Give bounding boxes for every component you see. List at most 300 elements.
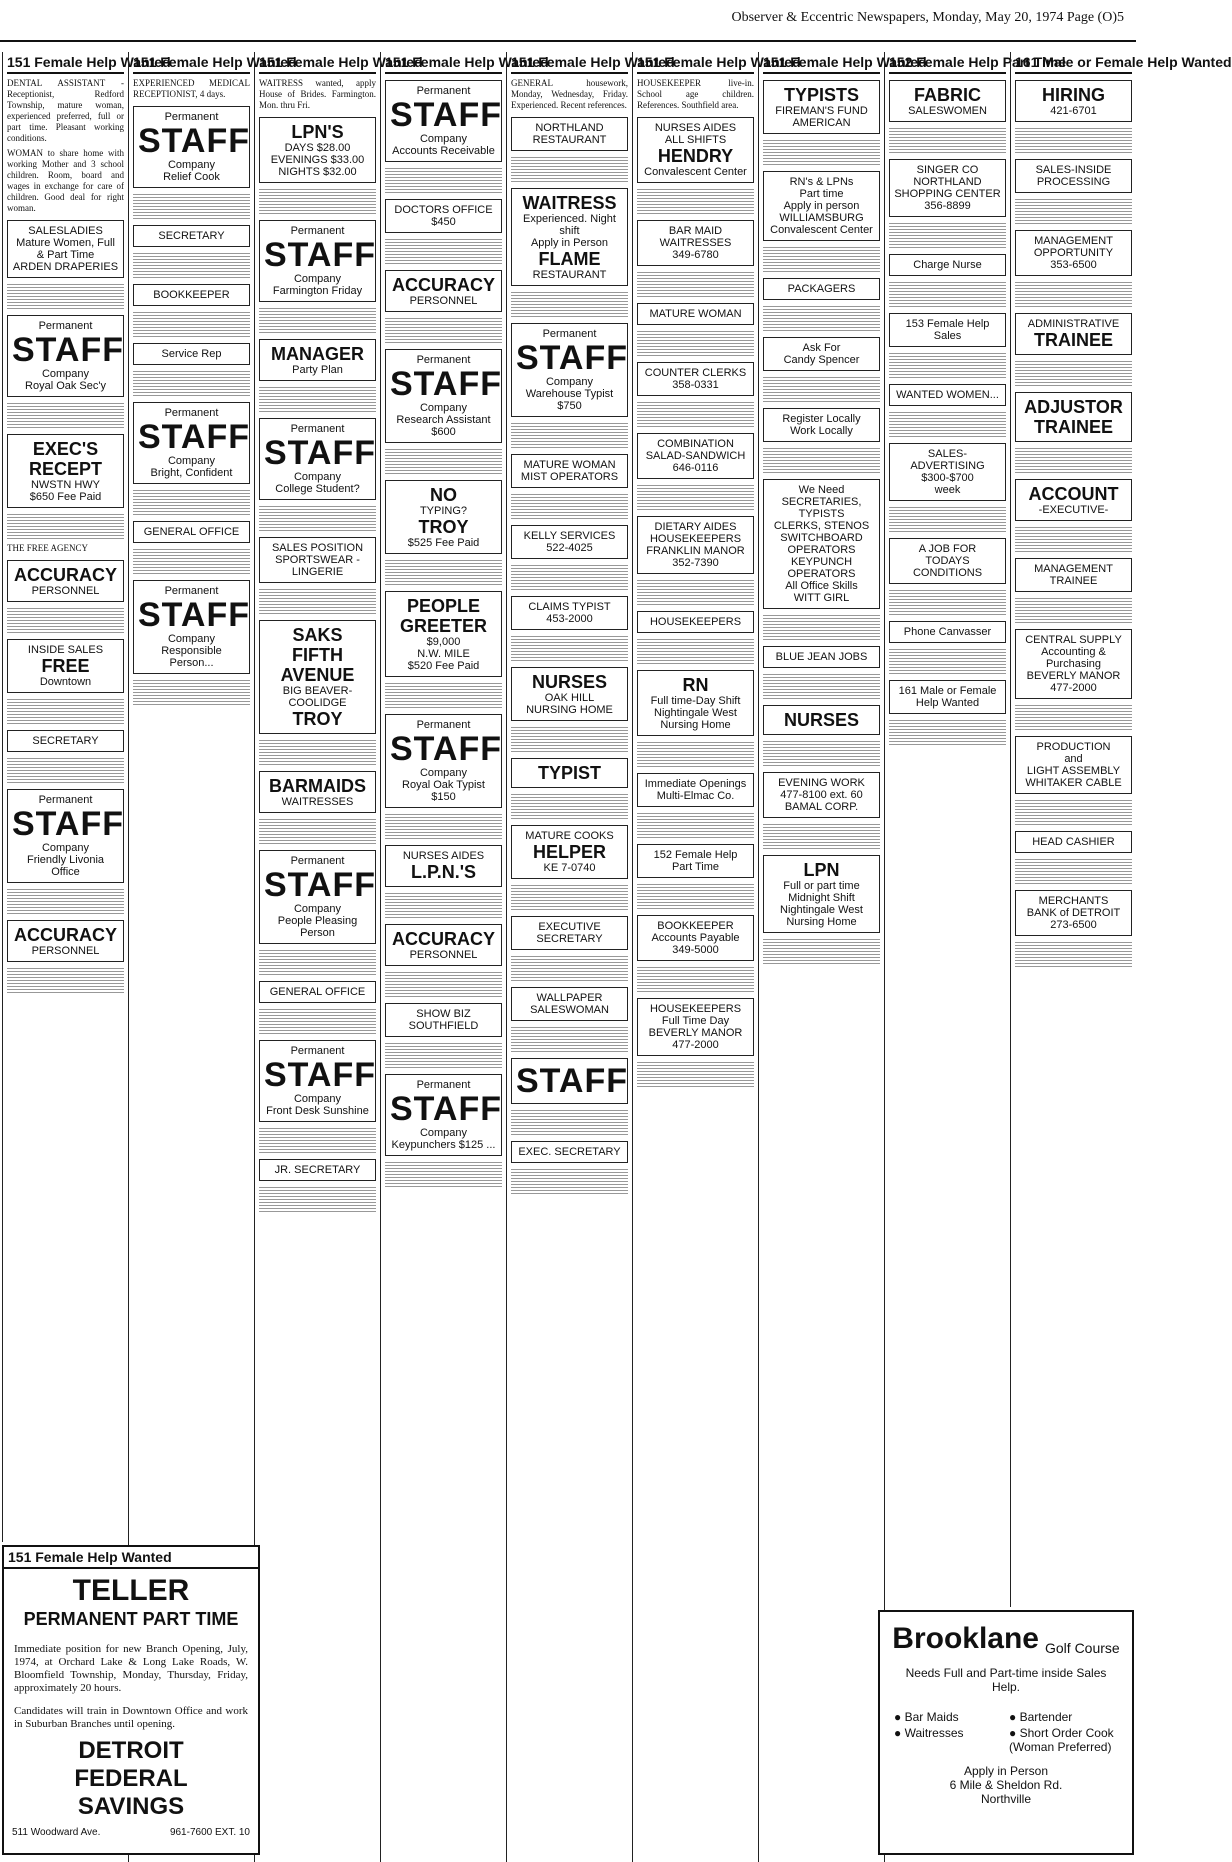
ad-line: Warehouse Typist $750 bbox=[525, 388, 614, 412]
ad-line: Part time bbox=[799, 188, 844, 200]
column-header: 161 Male or Female Help Wanted bbox=[1015, 52, 1132, 74]
ad-line: Research Assistant $600 bbox=[396, 414, 491, 438]
ad-line: $300-$700 bbox=[921, 472, 974, 484]
ad-box bbox=[511, 596, 628, 630]
ad-line: WILLIAMSBURG bbox=[779, 212, 864, 224]
ad-line: Nursing Home bbox=[660, 719, 731, 731]
ad-box bbox=[637, 117, 754, 183]
ad-fine-print bbox=[511, 645, 628, 652]
ad-line: Purchasing bbox=[1045, 658, 1102, 670]
ad-line: EXECUTIVE SECRETARY bbox=[536, 921, 603, 945]
column-header: 151 Female Help Wanted bbox=[7, 52, 124, 74]
ad-box bbox=[637, 516, 754, 574]
ad-line: Permanent bbox=[542, 328, 597, 340]
ad-line: Accounts Payable bbox=[651, 932, 740, 944]
ad-fine-print bbox=[385, 569, 502, 576]
ad-fine-print bbox=[889, 430, 1006, 437]
ad-line: MATURE WOMAN bbox=[649, 308, 742, 320]
ad-box bbox=[1015, 890, 1132, 936]
ad-fine-print bbox=[385, 186, 502, 193]
ad-line: Convalescent Center bbox=[644, 166, 747, 178]
ad-fine-print bbox=[133, 321, 250, 328]
ad-fine-print bbox=[385, 1061, 502, 1068]
ad-fine-print bbox=[259, 1009, 376, 1016]
ad-line: MANAGEMENT TRAINEE bbox=[1034, 563, 1113, 587]
ad-line: SOUTHFIELD bbox=[408, 1020, 479, 1032]
ad-line: RESTAURANT bbox=[532, 134, 607, 146]
ad-line: Relief Cook bbox=[163, 171, 220, 183]
ad-line: Permanent bbox=[416, 1079, 471, 1091]
ad-box bbox=[511, 667, 628, 721]
ad-fine-print bbox=[637, 340, 754, 347]
ad-fine-print bbox=[1015, 616, 1132, 623]
ad-fine-print bbox=[7, 302, 124, 309]
ad-line: NORTHLAND bbox=[535, 122, 604, 134]
ad-line: Company bbox=[545, 376, 594, 388]
ad-line: $520 Fee Paid bbox=[407, 660, 480, 672]
ad-fine-print bbox=[259, 819, 376, 826]
ad-line: DIETARY AIDES bbox=[654, 521, 737, 533]
ad-line: We Need bbox=[798, 484, 845, 496]
ad-fine-print bbox=[259, 1018, 376, 1025]
ad-line: SECRETARY bbox=[158, 230, 225, 242]
ad-fine-print bbox=[637, 1071, 754, 1078]
ad-line: Full Time Day bbox=[661, 1015, 730, 1027]
ad-box bbox=[637, 362, 754, 396]
ad-fine-print bbox=[763, 674, 880, 681]
ad-box bbox=[889, 80, 1006, 122]
ad-fine-print bbox=[1015, 448, 1132, 455]
classified-column bbox=[254, 52, 423, 1862]
ad-box bbox=[889, 254, 1006, 276]
ad-box bbox=[763, 171, 880, 241]
ad-line: OPPORTUNITY bbox=[1033, 247, 1114, 259]
ad-line: SALESWOMAN bbox=[530, 1004, 609, 1016]
teller-bank-3: SAVINGS bbox=[77, 1793, 185, 1820]
ad-fine-print bbox=[133, 680, 250, 687]
ad-line: Nightingale West bbox=[780, 904, 863, 916]
ad-fine-print bbox=[889, 371, 1006, 378]
ad-line: Apply in person bbox=[783, 200, 860, 212]
ad-fine-print bbox=[1015, 868, 1132, 875]
ad-line: Permanent bbox=[416, 354, 471, 366]
ad-line: SALES POSITION bbox=[271, 542, 364, 554]
ad-line: ACCURACY bbox=[392, 929, 495, 949]
ad-box bbox=[133, 284, 250, 306]
ad-fine-print bbox=[133, 253, 250, 260]
ad-fine-print bbox=[511, 956, 628, 963]
ad-fine-print bbox=[133, 549, 250, 556]
ad-line: Party Plan bbox=[292, 364, 343, 376]
ad-fine-print bbox=[889, 738, 1006, 745]
ad-fine-print bbox=[763, 158, 880, 165]
ad-line: Midnight Shift bbox=[788, 892, 855, 904]
ad-box bbox=[511, 916, 628, 950]
ad-line: SAKS bbox=[292, 625, 343, 645]
ad-fine-print bbox=[385, 177, 502, 184]
ad-fine-print bbox=[763, 633, 880, 640]
ad-box bbox=[385, 480, 502, 554]
ad-fine-print bbox=[133, 271, 250, 278]
ad-fine-print bbox=[763, 306, 880, 313]
ad-box bbox=[259, 771, 376, 813]
ad-line: Royal Oak Sec'y bbox=[25, 380, 106, 392]
ad-fine-print bbox=[763, 140, 880, 147]
ad-line: Mature Women, Full & Part Time bbox=[16, 237, 115, 261]
ad-line: Permanent bbox=[164, 407, 219, 419]
ad-fine-print bbox=[385, 1043, 502, 1050]
ad-line: TROY bbox=[418, 517, 469, 537]
ad-fine-print bbox=[511, 1110, 628, 1117]
ad-fine-print bbox=[511, 727, 628, 734]
ad-text: EXPERIENCED MEDICAL RECEPTIONIST, 4 days. bbox=[133, 78, 250, 99]
ad-fine-print bbox=[763, 939, 880, 946]
ad-fine-print bbox=[511, 894, 628, 901]
ad-line: Permanent bbox=[164, 111, 219, 123]
ad-fine-print bbox=[259, 1027, 376, 1034]
ad-fine-print bbox=[1015, 942, 1132, 949]
ad-fine-print bbox=[7, 907, 124, 914]
ad-fine-print bbox=[259, 758, 376, 765]
ad-fine-print bbox=[637, 822, 754, 829]
ad-fine-print bbox=[511, 1169, 628, 1176]
ad-line: RESTAURANT bbox=[532, 269, 607, 281]
ad-fine-print bbox=[511, 494, 628, 501]
ad-box bbox=[763, 772, 880, 818]
ad-line: ACCURACY bbox=[392, 275, 495, 295]
ad-fine-print bbox=[637, 1062, 754, 1069]
ad-fine-print bbox=[259, 1128, 376, 1135]
ad-line: FIREMAN'S FUND AMERICAN bbox=[775, 105, 868, 129]
ad-fine-print bbox=[637, 902, 754, 909]
ad-fine-print bbox=[133, 380, 250, 387]
ad-box bbox=[889, 313, 1006, 347]
ad-fine-print bbox=[1015, 217, 1132, 224]
ad-line: Company bbox=[293, 1093, 342, 1105]
ad-line: Part Time bbox=[671, 861, 720, 873]
ad-line: Company bbox=[167, 633, 216, 645]
ad-text: GENERAL housework, Monday, Wednesday, Friday. Experienced. Recent references. bbox=[511, 78, 628, 110]
ad-fine-print bbox=[133, 490, 250, 497]
ad-box bbox=[7, 730, 124, 752]
ad-fine-print bbox=[259, 396, 376, 403]
ad-fine-print bbox=[1015, 370, 1132, 377]
ad-line: SECRETARY bbox=[32, 735, 99, 747]
ad-line: 421-6701 bbox=[1050, 105, 1097, 117]
ad-line: BANK of DETROIT bbox=[1026, 907, 1121, 919]
ad-line: 161 Male or Female Help Wanted bbox=[898, 685, 997, 709]
ad-line: Multi-Elmac Co. bbox=[656, 790, 735, 802]
ad-line: Permanent bbox=[290, 1045, 345, 1057]
ad-text: THE FREE AGENCY bbox=[7, 543, 88, 553]
ad-fine-print bbox=[763, 386, 880, 393]
ad-fine-print bbox=[385, 972, 502, 979]
column-header: 151 Female Help Wanted bbox=[259, 52, 376, 74]
ad-fine-print bbox=[1015, 282, 1132, 289]
ad-line: STAFF bbox=[264, 1056, 377, 1094]
ad-fine-print bbox=[763, 948, 880, 955]
teller-title: TELLER bbox=[72, 1574, 190, 1607]
ad-fine-print bbox=[511, 654, 628, 661]
ad-line: STAFF bbox=[12, 805, 125, 843]
ad-line: Keypunchers $125 ... bbox=[391, 1139, 496, 1151]
ad-box bbox=[637, 611, 754, 633]
ad-text: HOUSEKEEPER live-in. School age children. References. Southfield area. bbox=[637, 78, 754, 110]
ad-fine-print bbox=[889, 667, 1006, 674]
ad-line: PACKAGERS bbox=[787, 283, 856, 295]
ad-line: Company bbox=[293, 471, 342, 483]
ad-fine-print bbox=[1015, 466, 1132, 473]
ad-fine-print bbox=[133, 558, 250, 565]
ad-box bbox=[1015, 392, 1132, 442]
teller-ad bbox=[2, 1545, 260, 1855]
ad-line: 352-7390 bbox=[672, 557, 719, 569]
ad-line: PRODUCTION bbox=[1036, 741, 1111, 753]
ad-line: BEVERLY MANOR bbox=[1026, 670, 1121, 682]
ad-fine-print bbox=[385, 814, 502, 821]
ad-fine-print bbox=[511, 441, 628, 448]
ad-fine-print bbox=[385, 168, 502, 175]
ad-fine-print bbox=[385, 467, 502, 474]
ad-line: HELPER bbox=[532, 842, 606, 862]
ad-line: CENTRAL SUPPLY bbox=[1025, 634, 1122, 646]
ad-fine-print bbox=[637, 884, 754, 891]
ad-box bbox=[511, 758, 628, 788]
brooklane-position: ● Short Order Cook (Woman Preferred) bbox=[1009, 1726, 1114, 1754]
ad-line: 522-4025 bbox=[546, 542, 593, 554]
ad-box bbox=[259, 850, 376, 944]
ad-fine-print bbox=[763, 448, 880, 455]
teller-body-2: Candidates will train in Downtown Office and work in Suburban Branches until opening. bbox=[14, 1705, 248, 1730]
ad-fine-print bbox=[259, 1137, 376, 1144]
ad-line: $9,000 bbox=[426, 636, 461, 648]
ad-line: NORTHLAND bbox=[913, 176, 982, 188]
ad-fine-print bbox=[385, 560, 502, 567]
ad-box bbox=[511, 825, 628, 879]
ad-fine-print bbox=[7, 708, 124, 715]
ad-line: 152 Female Help bbox=[653, 849, 738, 861]
ad-line: Front Desk Sunshine bbox=[266, 1105, 369, 1117]
ad-fine-print bbox=[385, 981, 502, 988]
ad-fine-print bbox=[511, 794, 628, 801]
ad-line: ACCURACY bbox=[14, 925, 117, 945]
ad-line: MERCHANTS bbox=[1038, 895, 1109, 907]
ad-line: ACCURACY bbox=[14, 565, 117, 585]
ad-line: -EXECUTIVE- bbox=[1038, 504, 1109, 516]
ad-fine-print bbox=[385, 832, 502, 839]
ad-line: Experienced. Night shift bbox=[523, 213, 616, 237]
ad-fine-print bbox=[889, 353, 1006, 360]
ad-line: ARDEN DRAPERIES bbox=[12, 261, 119, 273]
ad-fine-print bbox=[1015, 877, 1132, 884]
ad-fine-print bbox=[763, 265, 880, 272]
ad-fine-print bbox=[133, 312, 250, 319]
ad-box bbox=[259, 339, 376, 381]
ad-line: Permanent bbox=[290, 855, 345, 867]
ad-line: STAFF bbox=[516, 339, 629, 377]
ad-fine-print bbox=[637, 503, 754, 510]
brooklane-position-label: Short Order Cook (Woman Preferred) bbox=[1009, 1726, 1114, 1754]
ad-line: HOUSEKEEPERS bbox=[649, 1003, 742, 1015]
ad-line: KEYPUNCH OPERATORS bbox=[787, 556, 856, 580]
ad-fine-print bbox=[637, 189, 754, 196]
ad-box bbox=[259, 620, 376, 734]
ad-line: PEOPLE bbox=[406, 596, 481, 616]
ad-box bbox=[259, 117, 376, 183]
ad-fine-print bbox=[259, 1187, 376, 1194]
ad-line: $650 Fee Paid bbox=[29, 491, 102, 503]
ad-box bbox=[763, 479, 880, 609]
ad-fine-print bbox=[763, 324, 880, 331]
ad-line: TRAINEE bbox=[1033, 417, 1113, 437]
ad-fine-print bbox=[259, 308, 376, 315]
ad-fine-print bbox=[1015, 199, 1132, 206]
ad-fine-print bbox=[889, 128, 1006, 135]
ad-line: COMBINATION bbox=[657, 438, 734, 450]
ad-fine-print bbox=[511, 812, 628, 819]
ad-line: MATURE WOMAN bbox=[523, 459, 616, 471]
teller-subtitle: PERMANENT PART TIME bbox=[23, 1609, 239, 1629]
ad-line: and bbox=[1064, 753, 1083, 765]
ad-line: GREETER bbox=[399, 616, 487, 636]
ad-fine-print bbox=[133, 371, 250, 378]
ad-fine-print bbox=[385, 578, 502, 585]
ad-box bbox=[1015, 831, 1132, 853]
brooklane-position: ● Bar Maids bbox=[894, 1710, 959, 1724]
ad-line: FRANKLIN MANOR bbox=[646, 545, 745, 557]
ad-fine-print bbox=[511, 583, 628, 590]
ad-line: STAFF bbox=[516, 1062, 629, 1100]
ad-line: BARMAIDS bbox=[269, 776, 366, 796]
brooklane-name: Brooklane bbox=[892, 1622, 1039, 1655]
ad-box bbox=[511, 117, 628, 151]
ad-line: Company bbox=[167, 159, 216, 171]
ad-fine-print bbox=[133, 698, 250, 705]
ad-fine-print bbox=[7, 617, 124, 624]
ad-box bbox=[385, 591, 502, 677]
ad-fine-print bbox=[889, 282, 1006, 289]
ad-fine-print bbox=[511, 736, 628, 743]
ad-box bbox=[133, 343, 250, 365]
ad-line: HOUSEKEEPERS bbox=[649, 616, 742, 628]
column-header: 151 Female Help Wanted bbox=[511, 52, 628, 74]
ad-box bbox=[259, 418, 376, 500]
ad-fine-print bbox=[511, 1036, 628, 1043]
ad-box bbox=[259, 981, 376, 1003]
ad-box bbox=[763, 646, 880, 668]
ad-fine-print bbox=[259, 198, 376, 205]
ad-line: SINGER CO bbox=[916, 164, 979, 176]
ad-fine-print bbox=[1015, 361, 1132, 368]
ad-fine-print bbox=[763, 683, 880, 690]
ad-fine-print bbox=[889, 421, 1006, 428]
ad-fine-print bbox=[637, 751, 754, 758]
ad-fine-print bbox=[511, 903, 628, 910]
ad-fine-print bbox=[763, 395, 880, 402]
ad-line: 477-8100 ext. 60 bbox=[780, 789, 863, 801]
ad-line: Phone Canvasser bbox=[903, 626, 992, 638]
ad-line: Company bbox=[41, 368, 90, 380]
ad-line: All Office Skills bbox=[785, 580, 858, 592]
ad-fine-print bbox=[511, 965, 628, 972]
ad-line: NURSES AIDES bbox=[402, 850, 485, 862]
ad-line: COUNTER CLERKS bbox=[644, 367, 747, 379]
ad-fine-print bbox=[385, 248, 502, 255]
ad-box bbox=[637, 915, 754, 961]
ad-line: RN bbox=[682, 675, 709, 695]
ad-line: N.W. MILE bbox=[417, 648, 470, 660]
ad-fine-print bbox=[1015, 146, 1132, 153]
ad-fine-print bbox=[511, 636, 628, 643]
ad-line: BOOKKEEPER bbox=[153, 289, 230, 301]
ad-fine-print bbox=[1015, 300, 1132, 307]
brooklane-position-label: Bar Maids bbox=[904, 1710, 959, 1724]
classified-column bbox=[2, 52, 171, 1542]
ad-line: SALESLADIES bbox=[28, 225, 103, 237]
ad-fine-print bbox=[7, 293, 124, 300]
ad-line: NURSING HOME bbox=[526, 704, 613, 716]
ad-box bbox=[889, 159, 1006, 217]
ad-line: Permanent bbox=[38, 794, 93, 806]
ad-fine-print bbox=[1015, 527, 1132, 534]
ad-box bbox=[763, 705, 880, 735]
ad-fine-print bbox=[511, 175, 628, 182]
ad-line: PERSONNEL bbox=[31, 585, 100, 597]
ad-fine-print bbox=[133, 508, 250, 515]
ad-line: SALAD-SANDWICH bbox=[645, 450, 746, 462]
ad-line: RN's & LPNs bbox=[789, 176, 854, 188]
ad-box bbox=[1015, 313, 1132, 355]
ad-fine-print bbox=[1015, 208, 1132, 215]
ad-box bbox=[637, 998, 754, 1056]
ad-fine-print bbox=[763, 692, 880, 699]
ad-box bbox=[385, 1003, 502, 1037]
ad-line: ADMINISTRATIVE bbox=[1027, 318, 1120, 330]
ad-line: NIGHTS $32.00 bbox=[278, 166, 357, 178]
ad-line: EXEC'S bbox=[32, 439, 99, 459]
ad-fine-print bbox=[385, 449, 502, 456]
ad-fine-print bbox=[511, 565, 628, 572]
ad-fine-print bbox=[889, 223, 1006, 230]
ad-fine-print bbox=[1015, 128, 1132, 135]
ad-line: 273-6500 bbox=[1050, 919, 1097, 931]
ad-fine-print bbox=[133, 499, 250, 506]
ad-fine-print bbox=[259, 515, 376, 522]
classified-column bbox=[1010, 52, 1232, 1607]
ad-fine-print bbox=[133, 330, 250, 337]
ad-line: Full or part time bbox=[783, 880, 860, 892]
ad-line: SWITCHBOARD OPERATORS bbox=[780, 532, 863, 556]
ad-fine-print bbox=[637, 760, 754, 767]
ad-line: 349-6780 bbox=[672, 249, 719, 261]
brooklane-position-label: Waitresses bbox=[904, 1726, 964, 1740]
ad-text: WOMAN to share home with working Mother and 3 school children. Room, board and wages in exchange for care of children. Good deal for right woman. bbox=[7, 148, 124, 213]
ad-fine-print bbox=[385, 902, 502, 909]
ad-fine-print bbox=[1015, 809, 1132, 816]
ad-line: NO bbox=[430, 485, 457, 505]
ad-fine-print bbox=[259, 326, 376, 333]
ad-fine-print bbox=[763, 149, 880, 156]
ad-fine-print bbox=[1015, 800, 1132, 807]
ad-box bbox=[889, 680, 1006, 714]
ad-box bbox=[385, 80, 502, 162]
brooklane-apply: Apply in Person bbox=[963, 1764, 1049, 1778]
ad-fine-print bbox=[133, 389, 250, 396]
teller-bank-2: FEDERAL bbox=[74, 1765, 188, 1792]
ad-fine-print bbox=[259, 317, 376, 324]
ad-fine-print bbox=[7, 514, 124, 521]
ad-line: WANTED WOMEN... bbox=[896, 389, 999, 401]
